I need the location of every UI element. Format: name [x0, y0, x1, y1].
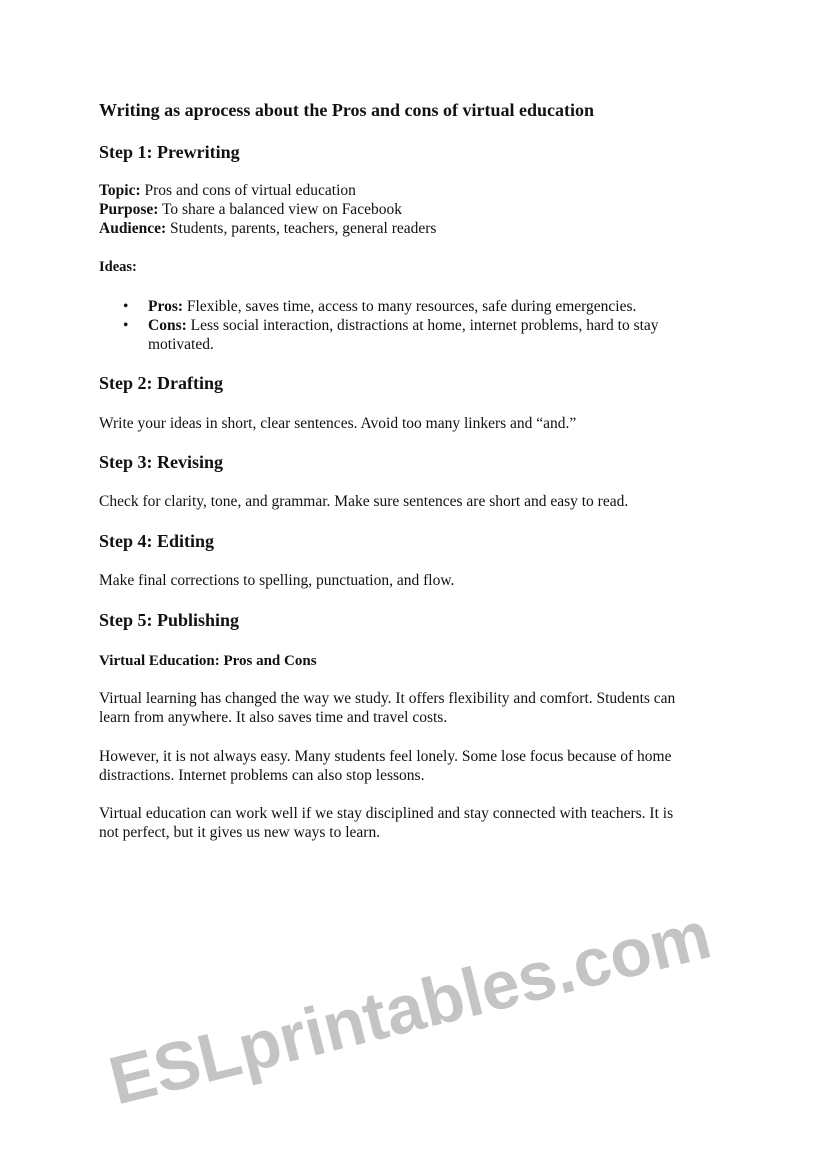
essay-paragraph-3: Virtual education can work well if we stay disciplined and stay connected with teachers. It is	[99, 805, 674, 822]
watermark: ESLprintables.com	[101, 896, 718, 1120]
cons-label: Cons:	[148, 317, 187, 334]
topic-value: Pros and cons of virtual education	[140, 182, 356, 199]
cons-value: Less social interaction, distractions at home, internet problems, hard to stay	[186, 317, 659, 334]
step4-text: Make final corrections to spelling, punctuation, and flow.	[99, 572, 455, 589]
audience-label: Audience:	[99, 220, 167, 237]
cons-continued: motivated.	[148, 336, 214, 353]
audience-value: Students, parents, teachers, general readers	[166, 220, 437, 237]
purpose-value: To share a balanced view on Facebook	[158, 201, 402, 218]
audience-line	[99, 219, 436, 238]
step3-text: Check for clarity, tone, and grammar. Make sure sentences are short and easy to read.	[99, 493, 629, 510]
step4-heading: Step 4: Editing	[99, 531, 215, 551]
step1-heading: Step 1: Prewriting	[99, 142, 240, 162]
pros-item	[148, 297, 636, 316]
purpose-label: Purpose:	[99, 201, 159, 218]
purpose-line	[99, 200, 402, 219]
cons-item	[148, 316, 659, 335]
step3-heading: Step 3: Revising	[99, 452, 224, 472]
topic-label: Topic:	[99, 182, 141, 199]
topic-line	[99, 181, 356, 200]
essay-paragraph-1: learn from anywhere. It also saves time and travel costs.	[99, 709, 448, 726]
essay-paragraph-2: distractions. Internet problems can also stop lessons.	[99, 767, 425, 784]
essay-paragraph-1: Virtual learning has changed the way we study. It offers flexibility and comfort. Students can	[99, 690, 676, 707]
essay-paragraph-2: However, it is not always easy. Many students feel lonely. Some lose focus because of home	[99, 748, 672, 765]
essay-paragraph-3: not perfect, but it gives us new ways to learn.	[99, 824, 381, 841]
pros-value: Flexible, saves time, access to many resources, safe during emergencies.	[183, 298, 637, 315]
ideas-label: Ideas:	[99, 259, 137, 275]
document-title: Writing as aprocess about the Pros and cons of virtual education	[99, 100, 595, 120]
step2-text: Write your ideas in short, clear sentences. Avoid too many linkers and “and.”	[99, 415, 577, 432]
step2-heading: Step 2: Drafting	[99, 373, 223, 393]
pros-label: Pros:	[148, 298, 184, 315]
bullet-icon: •	[123, 298, 129, 315]
essay-title: Virtual Education: Pros and Cons	[99, 653, 317, 669]
bullet-icon: •	[123, 317, 129, 334]
step5-heading: Step 5: Publishing	[99, 610, 240, 630]
